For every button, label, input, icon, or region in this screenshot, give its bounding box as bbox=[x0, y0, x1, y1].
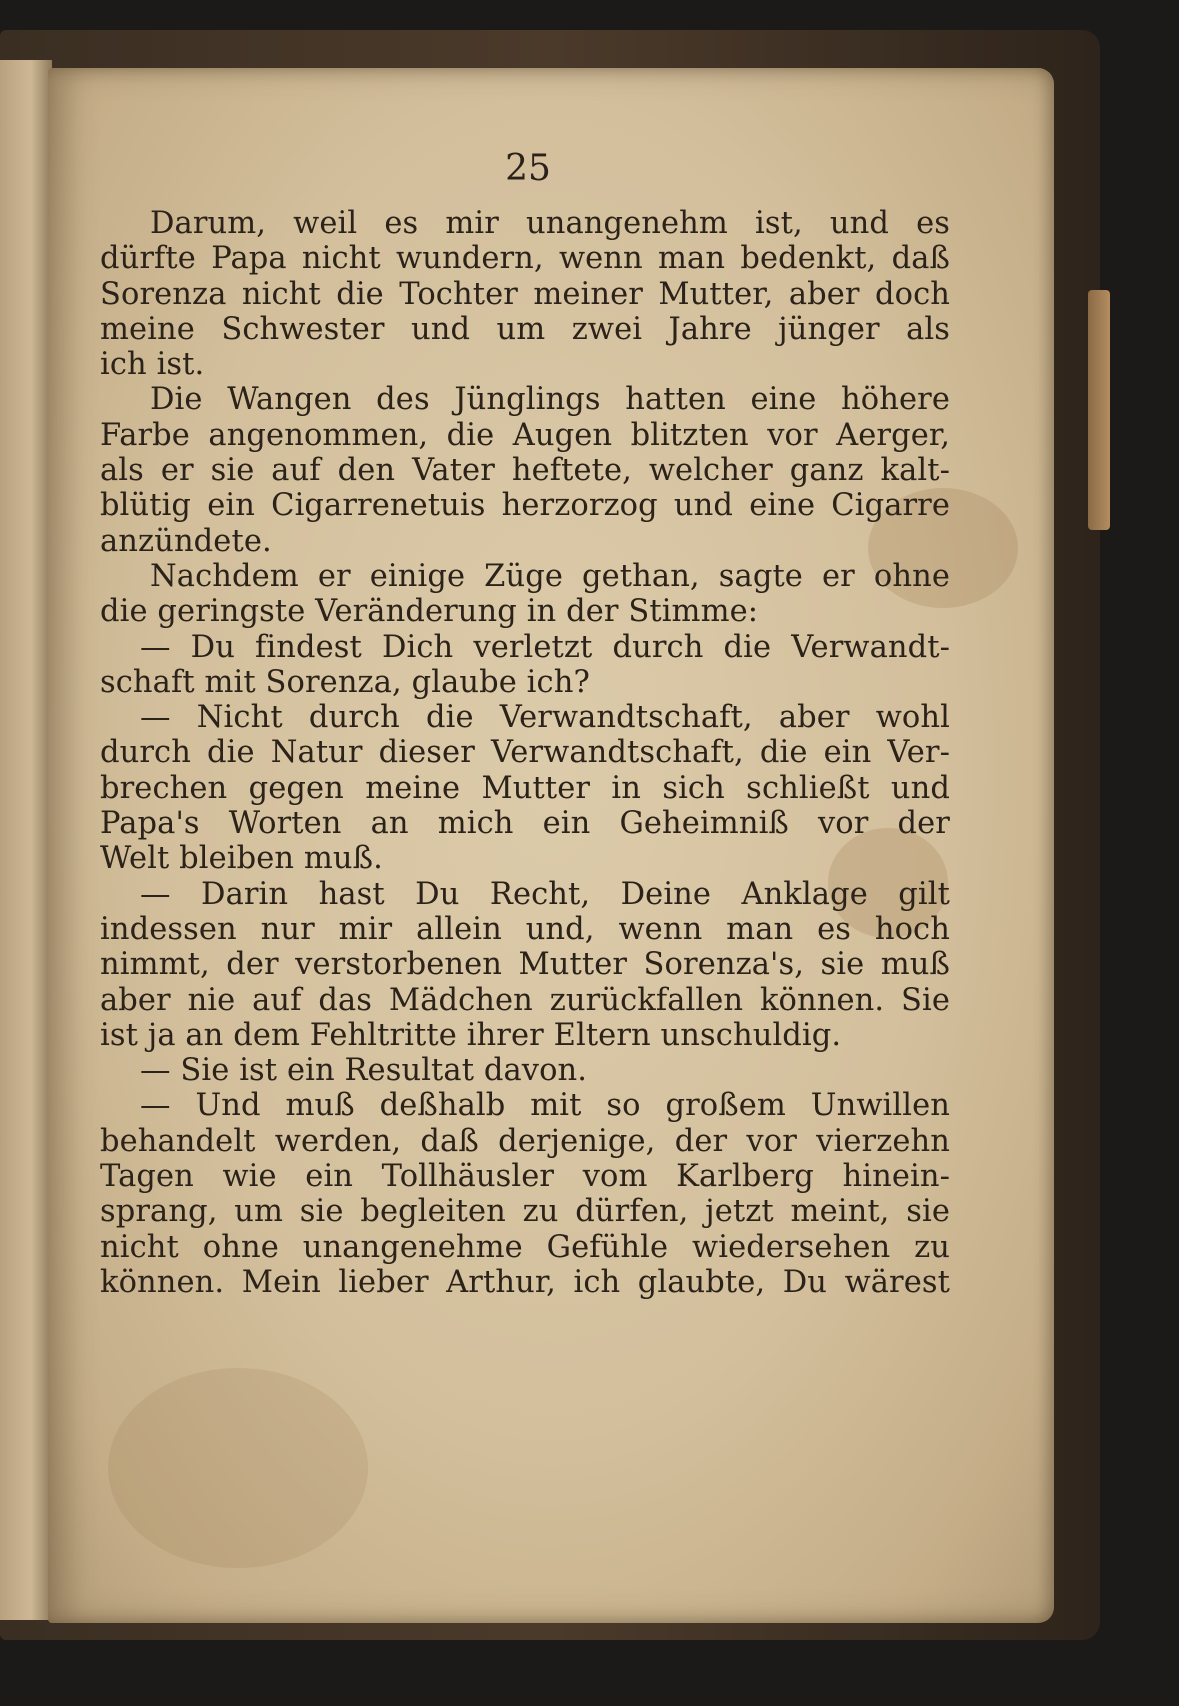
text-line: blütig ein Cigarrenetuis herzorzog und eine Cigarre bbox=[100, 488, 950, 524]
text-line: brechen gegen meine Mutter in sich schließt und bbox=[100, 770, 950, 806]
text-line: — Du findest Dich verletzt durch die Verwandt- bbox=[140, 629, 950, 665]
text-line: meine Schwester und um zwei Jahre jünger als bbox=[100, 311, 950, 347]
text-line: können. Mein lieber Arthur, ich glaubte, Du wärest bbox=[100, 1264, 950, 1300]
text-line: Welt bleiben muß. bbox=[100, 841, 383, 877]
text-line: Die Wangen des Jünglings hatten eine höhere bbox=[150, 382, 950, 418]
text-line: die geringste Veränderung in der Stimme: bbox=[100, 594, 759, 630]
page-body-text bbox=[100, 206, 950, 1300]
text-line: — Darin hast Du Recht, Deine Anklage gilt bbox=[140, 876, 950, 912]
text-line: — Nicht durch die Verwandtschaft, aber wohl bbox=[140, 700, 950, 736]
text-line: Farbe angenommen, die Augen blitzten vor Aerger, bbox=[100, 417, 950, 453]
text-line: — Und muß deßhalb mit so großem Unwillen bbox=[140, 1088, 950, 1124]
text-line: behandelt werden, daß derjenige, der vor vierzehn bbox=[100, 1123, 950, 1159]
text-line: sprang, um sie begleiten zu dürfen, jetzt meint, sie bbox=[100, 1194, 950, 1230]
page-stain bbox=[108, 1368, 368, 1568]
text-line: ist ja an dem Fehltritte ihrer Eltern unschuldig. bbox=[100, 1017, 842, 1053]
text-line: nimmt, der verstorbenen Mutter Sorenza's, sie muß bbox=[100, 947, 950, 983]
text-line: Darum, weil es mir unangenehm ist, und es bbox=[150, 206, 950, 241]
text-line: Nachdem er einige Züge gethan, sagte er ohne bbox=[150, 558, 950, 594]
text-line: indessen nur mir allein und, wenn man es hoch bbox=[100, 911, 950, 947]
text-line: nicht ohne unangenehme Gefühle wiedersehen zu bbox=[100, 1229, 950, 1265]
left-page-edge bbox=[0, 60, 52, 1620]
text-line: anzündete. bbox=[100, 523, 272, 559]
bookmark-tab bbox=[1088, 290, 1110, 530]
book-page bbox=[48, 68, 1054, 1623]
text-line: ich ist. bbox=[100, 347, 205, 383]
text-line: aber nie auf das Mädchen zurückfallen können. Sie bbox=[100, 982, 950, 1018]
page-number: 25 bbox=[505, 148, 551, 189]
text-line: — Sie ist ein Resultat davon. bbox=[140, 1053, 588, 1089]
text-line: Sorenza nicht die Tochter meiner Mutter, aber doch bbox=[100, 276, 950, 312]
text-line: schaft mit Sorenza, glaube ich? bbox=[100, 664, 590, 700]
text-line: durch die Natur dieser Verwandtschaft, die ein Ver- bbox=[100, 735, 950, 771]
text-line: dürfte Papa nicht wundern, wenn man bedenkt, daß bbox=[100, 241, 950, 277]
text-line: als er sie auf den Vater heftete, welcher ganz kalt- bbox=[100, 453, 950, 489]
text-line: Papa's Worten an mich ein Geheimniß vor der bbox=[100, 806, 950, 842]
text-line: Tagen wie ein Tollhäusler vom Karlberg hinein- bbox=[100, 1159, 950, 1195]
